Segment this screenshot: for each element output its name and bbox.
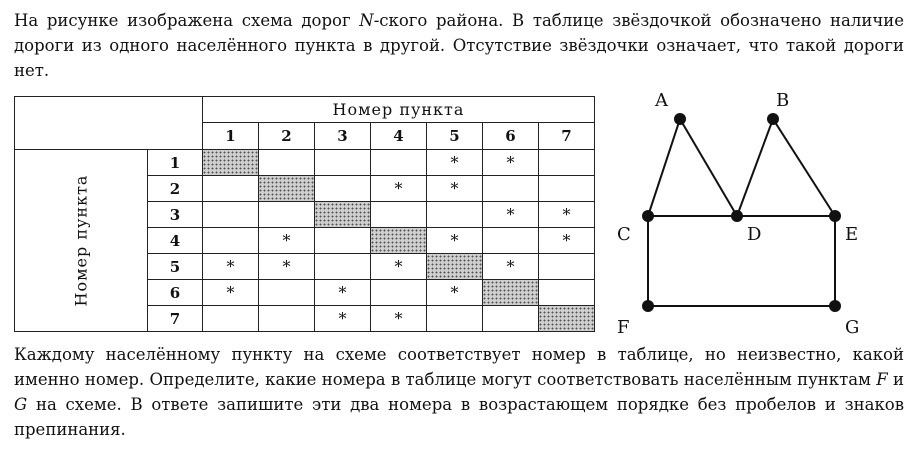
table-cell: * (426, 228, 482, 254)
table-cell (258, 280, 314, 306)
table-cell: * (370, 306, 426, 332)
table-cell: * (538, 202, 594, 228)
table-cell (538, 306, 594, 332)
label-c: C (617, 224, 631, 245)
vertex-a (674, 113, 686, 125)
vertex-b (767, 113, 779, 125)
table-cell: * (426, 176, 482, 202)
table-cell (314, 228, 370, 254)
table-cell: * (538, 228, 594, 254)
edge-a-d (680, 119, 737, 216)
table-cell: * (258, 254, 314, 280)
row-number-6: 6 (147, 280, 202, 306)
table-cell (426, 202, 482, 228)
table-cell (258, 306, 314, 332)
label-b: B (776, 90, 790, 111)
intro-text-2: -ского района. В таблице звёздочкой обозначено наличие дороги из одного населённого пункта в другой. Отсутствие звёздочки означает, что такой дороги нет. (14, 11, 905, 80)
table-header-title: Номер пункта (202, 97, 594, 123)
label-d: D (747, 224, 762, 245)
table-cell (202, 176, 258, 202)
question-text-1: Каждому населённому пункту на схеме соответствует номер в таблице, но неизвестно, какой именно номер. Определите, какие номера в таблице могут соответствовать населённым пунктам (14, 345, 904, 389)
edge-b-d (737, 119, 773, 216)
table-cell (482, 306, 538, 332)
row-number-7: 7 (147, 306, 202, 332)
table-cell: * (314, 280, 370, 306)
problem-intro (14, 8, 904, 83)
table-cell (202, 202, 258, 228)
row-number-1: 1 (147, 150, 202, 176)
problem-question (14, 342, 904, 442)
table-cell: * (482, 150, 538, 176)
road-graph (600, 82, 900, 344)
label-f: F (617, 317, 630, 338)
column-number-2: 2 (258, 122, 314, 149)
vertex-e (829, 210, 841, 222)
column-number-1: 1 (202, 122, 258, 149)
edge-b-e (773, 119, 835, 216)
table-cell (538, 150, 594, 176)
adjacency-table (14, 96, 595, 332)
vertex-c (642, 210, 654, 222)
question-text-3: на схеме. В ответе запишите эти два номера в возрастающем порядке без пробелов и знаков препинания. (14, 395, 904, 439)
table-cell (258, 176, 314, 202)
table-cell: * (202, 280, 258, 306)
table-cell (258, 202, 314, 228)
table-side-title (15, 150, 148, 332)
question-g-letter: G (14, 395, 28, 414)
table-cell (370, 280, 426, 306)
question-text-2: и (887, 370, 904, 389)
table-cell (538, 280, 594, 306)
table-cell: * (482, 254, 538, 280)
table-side-title-text: Номер пункта (71, 174, 91, 307)
row-number-5: 5 (147, 254, 202, 280)
vertex-f (642, 300, 654, 312)
column-number-3: 3 (314, 122, 370, 149)
table-cell (370, 202, 426, 228)
table-cell (482, 280, 538, 306)
table-cell: * (426, 280, 482, 306)
column-number-4: 4 (370, 122, 426, 149)
table-cell (538, 176, 594, 202)
table-cell: * (370, 176, 426, 202)
edge-a-c (648, 119, 680, 216)
table-cell (426, 306, 482, 332)
table-cell (314, 202, 370, 228)
row-number-2: 2 (147, 176, 202, 202)
table-cell: * (202, 254, 258, 280)
table-cell: * (370, 254, 426, 280)
table-cell (314, 150, 370, 176)
question-f-letter: F (876, 370, 888, 389)
table-cell (482, 228, 538, 254)
row-number-3: 3 (147, 202, 202, 228)
table-cell (202, 306, 258, 332)
row-number-4: 4 (147, 228, 202, 254)
label-g: G (845, 317, 860, 338)
table-cell (538, 254, 594, 280)
table-cell (370, 228, 426, 254)
vertex-d (731, 210, 743, 222)
table-cell (426, 254, 482, 280)
intro-n-letter: N (359, 11, 374, 30)
intro-text-1: На рисунке изображена схема дорог (14, 11, 360, 30)
table-cell: * (482, 202, 538, 228)
table-cell (314, 254, 370, 280)
table-cell (482, 176, 538, 202)
column-number-5: 5 (426, 122, 482, 149)
table-row (15, 150, 595, 176)
table-cell: * (314, 306, 370, 332)
table-cell (202, 228, 258, 254)
table-corner (15, 97, 203, 150)
vertex-g (829, 300, 841, 312)
table-cell (202, 150, 258, 176)
column-number-6: 6 (482, 122, 538, 149)
table-cell (314, 176, 370, 202)
label-a: A (655, 90, 668, 111)
table-cell: * (426, 150, 482, 176)
table-cell: * (258, 228, 314, 254)
column-number-7: 7 (538, 122, 594, 149)
table-cell (258, 150, 314, 176)
label-e: E (845, 224, 859, 245)
table-cell (370, 150, 426, 176)
